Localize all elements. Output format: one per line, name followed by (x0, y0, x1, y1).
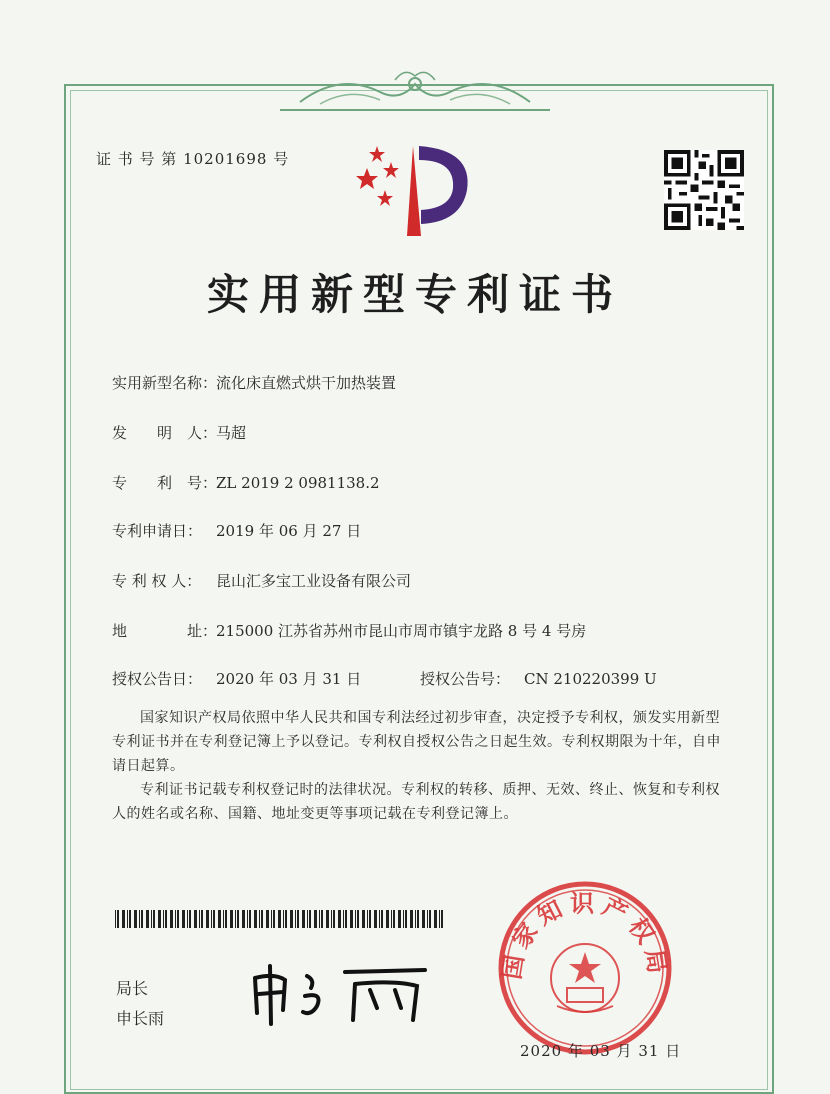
field-grant-date (112, 668, 361, 689)
signatory-name: 申长雨 (116, 1009, 165, 1028)
field-label: 专 利 权 人： (112, 572, 202, 590)
barcode-icon (115, 910, 445, 928)
certificate-title: 实用新型专利证书 (206, 270, 623, 319)
field-label: 发 明 人： (112, 424, 218, 442)
svg-text:国家知识产权局: 国家知识产权局 (497, 888, 673, 982)
paragraph-legal-status: 专利证书记载专利权登记时的法律状况。专利权的转移、质押、无效、终止、恢复和专利权人的姓名或名称、国籍、地址变更等事项记载在专利登记簿上。 (112, 782, 720, 822)
seal-date: 2020 年 03 月 31 日 (520, 1042, 682, 1060)
certificate-number: 证 书 号 第 10201698 号 (96, 150, 290, 168)
field-label: 地 址： (112, 622, 218, 640)
field-patent-number (112, 472, 380, 493)
signatory-title: 局长 (116, 979, 149, 998)
field-patentee (112, 570, 411, 591)
field-value: 2019 年 06 月 27 日 (216, 522, 362, 540)
top-ornament-icon (280, 62, 550, 114)
field-utility-model-name (112, 372, 396, 393)
field-label: 授权公告日： (112, 670, 203, 688)
field-value: ZL 2019 2 0981138.2 (216, 474, 380, 492)
field-address (112, 620, 586, 641)
field-value: 流化床直燃式烘干加热装置 (216, 374, 397, 392)
handwritten-signature-icon (245, 958, 435, 1028)
field-inventor (112, 422, 246, 443)
field-label: 专 利 号： (112, 474, 218, 492)
paragraph-grant-statement: 国家知识产权局依照中华人民共和国专利法经过初步审查，决定授予专利权，颁发实用新型专利证书并在专利登记簿上予以登记。专利权自授权公告之日起生效。专利权期限为十年，自申请日起算。 (112, 710, 721, 774)
qr-code-icon (664, 150, 744, 230)
official-seal-icon (497, 880, 673, 1056)
field-filing-date (112, 520, 361, 541)
cnipa-logo-icon (355, 140, 475, 240)
field-grant-number (420, 668, 657, 689)
field-label: 授权公告号： (420, 670, 511, 688)
field-value: 马超 (216, 424, 247, 442)
field-value: 215000 江苏省苏州市昆山市周市镇宇龙路 8 号 4 号房 (216, 622, 587, 640)
field-value: 2020 年 03 月 31 日 (216, 670, 362, 688)
field-label: 实用新型名称： (112, 374, 218, 392)
field-label: 专利申请日： (112, 522, 203, 540)
field-value: 昆山汇多宝工业设备有限公司 (216, 572, 412, 590)
field-value: CN 210220399 U (524, 670, 657, 688)
